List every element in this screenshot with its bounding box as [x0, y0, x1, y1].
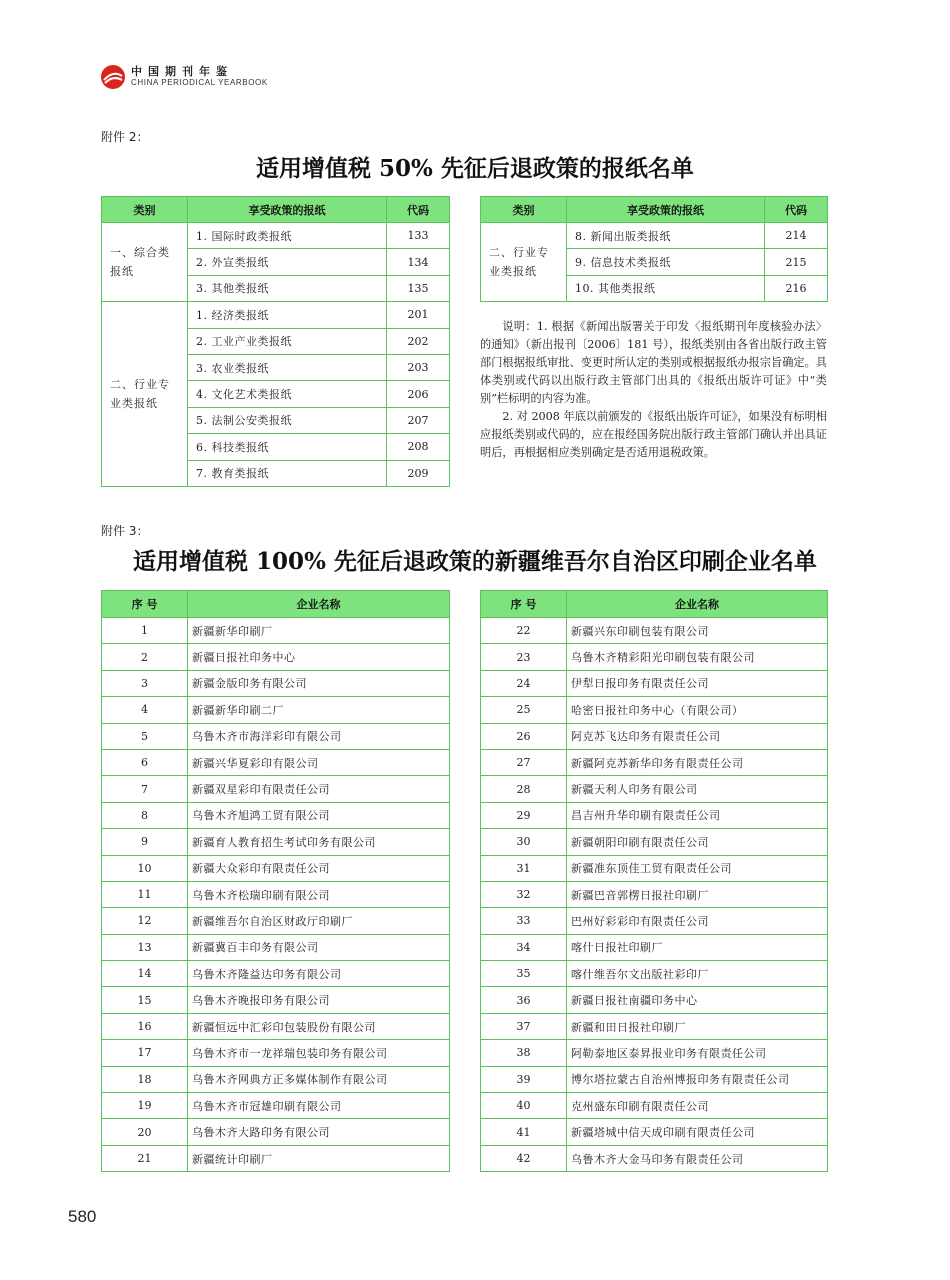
row-number-cell: 6	[102, 749, 188, 775]
row-number-cell: 4	[102, 697, 188, 723]
company-row	[481, 1145, 828, 1171]
company-row	[102, 908, 450, 934]
newspaper-name-cell: 1. 经济类报纸	[188, 302, 387, 328]
category-cell: 一、综合类报纸	[102, 223, 188, 302]
row-number-cell: 17	[102, 1040, 188, 1066]
company-row	[481, 644, 828, 670]
row-number-cell: 16	[102, 1013, 188, 1039]
company-name-cell: 乌鲁木齐大路印务有限公司	[188, 1119, 450, 1145]
company-name-cell: 新疆大众彩印有限责任公司	[188, 855, 450, 881]
code-cell: 134	[387, 249, 450, 275]
company-row	[102, 1013, 450, 1039]
row-number-cell: 39	[481, 1066, 567, 1092]
row-number-cell: 26	[481, 723, 567, 749]
newspaper-name-cell: 9. 信息技术类报纸	[567, 249, 765, 275]
attachment2-notes	[480, 318, 827, 462]
company-row	[481, 802, 828, 828]
row-number-cell: 11	[102, 881, 188, 907]
company-name-cell: 新疆统计印刷厂	[188, 1145, 450, 1171]
row-number-cell: 9	[102, 829, 188, 855]
company-name-cell: 新疆朝阳印刷有限责任公司	[567, 829, 828, 855]
row-number-cell: 22	[481, 618, 567, 644]
company-name-cell: 新疆和田日报社印刷厂	[567, 1013, 828, 1039]
newspaper-name-cell: 2. 工业产业类报纸	[188, 328, 387, 354]
company-row	[481, 1066, 828, 1092]
company-name-cell: 哈密日报社印务中心（有限公司）	[567, 697, 828, 723]
yearbook-logo-icon	[100, 64, 126, 90]
company-row	[102, 670, 450, 696]
row-number-cell: 21	[102, 1145, 188, 1171]
row-number-cell: 10	[102, 855, 188, 881]
company-name-cell: 新疆育人教育招生考试印务有限公司	[188, 829, 450, 855]
company-name-cell: 博尔塔拉蒙古自治州博报印务有限责任公司	[567, 1066, 828, 1092]
company-name-cell: 新疆阿克苏新华印务有限责任公司	[567, 749, 828, 775]
company-name-cell: 阿克苏飞达印务有限责任公司	[567, 723, 828, 749]
code-cell: 208	[387, 434, 450, 460]
page-number: 580	[68, 1207, 97, 1226]
code-cell: 203	[387, 354, 450, 380]
newspaper-name-cell: 3. 农业类报纸	[188, 354, 387, 380]
col-header-category: 类别	[102, 197, 188, 223]
code-cell: 209	[387, 460, 450, 486]
attachment3-left-table	[101, 590, 450, 1172]
category-cell: 二、行业专业类报纸	[481, 223, 567, 302]
company-row	[102, 961, 450, 987]
company-row	[102, 644, 450, 670]
row-number-cell: 31	[481, 855, 567, 881]
company-row	[481, 855, 828, 881]
attachment3-right-table	[480, 590, 828, 1172]
newspaper-name-cell: 8. 新闻出版类报纸	[567, 223, 765, 249]
company-name-cell: 新疆双星彩印有限责任公司	[188, 776, 450, 802]
attachment2-left-table	[101, 196, 450, 487]
company-row	[102, 855, 450, 881]
row-number-cell: 7	[102, 776, 188, 802]
row-number-cell: 24	[481, 670, 567, 696]
company-row	[481, 881, 828, 907]
code-cell: 206	[387, 381, 450, 407]
company-row	[481, 961, 828, 987]
company-row	[102, 749, 450, 775]
company-row	[102, 802, 450, 828]
category-cell: 二、行业专业类报纸	[102, 302, 188, 487]
company-name-cell: 伊犁日报印务有限责任公司	[567, 670, 828, 696]
attachment2-right-table	[480, 196, 828, 302]
code-cell: 215	[765, 249, 828, 275]
row-number-cell: 3	[102, 670, 188, 696]
company-name-cell: 克州盛东印刷有限责任公司	[567, 1093, 828, 1119]
company-row	[481, 934, 828, 960]
company-row	[481, 776, 828, 802]
company-name-cell: 新疆兴华夏彩印有限公司	[188, 749, 450, 775]
note-paragraph-1: 说明：1. 根据《新闻出版署关于印发〈报纸期刊年度核验办法〉的通知》（新出报刊〔2006〕181 号），报纸类别由各省出版行政主管部门根据报纸审批、变更时所认定的类别或根据报纸办报宗旨确定。具体类别或代码以出版行政主管部门出具的《报纸出版许可证》中“类别”栏标明的内容为准。	[480, 320, 827, 405]
attachment2-label: 附件 2：	[101, 130, 149, 144]
table-header-row	[481, 591, 828, 618]
table-header-row	[102, 591, 450, 618]
company-name-cell: 乌鲁木齐网典方正多媒体制作有限公司	[188, 1066, 450, 1092]
company-row	[102, 934, 450, 960]
company-row	[102, 881, 450, 907]
row-number-cell: 42	[481, 1145, 567, 1171]
company-name-cell: 乌鲁木齐市海洋彩印有限公司	[188, 723, 450, 749]
row-number-cell: 12	[102, 908, 188, 934]
company-row	[102, 987, 450, 1013]
col-header-code: 代码	[387, 197, 450, 223]
col-header-company: 企业名称	[188, 591, 450, 618]
company-name-cell: 新疆巴音郭楞日报社印刷厂	[567, 881, 828, 907]
row-number-cell: 2	[102, 644, 188, 670]
code-cell: 202	[387, 328, 450, 354]
note-paragraph-2: 2. 对 2008 年底以前颁发的《报纸出版许可证》，如果没有标明相应报纸类别或代码的，应在报经国务院出版行政主管部门确认并出具证明后，再根据相应类别确定是否适用退税政策。	[480, 410, 827, 459]
company-row	[481, 618, 828, 644]
col-header-number: 序 号	[102, 591, 188, 618]
col-header-newspaper: 享受政策的报纸	[567, 197, 765, 223]
company-name-cell: 阿勒泰地区泰昇报业印务有限责任公司	[567, 1040, 828, 1066]
row-number-cell: 34	[481, 934, 567, 960]
row-number-cell: 19	[102, 1093, 188, 1119]
col-header-newspaper: 享受政策的报纸	[188, 197, 387, 223]
row-number-cell: 29	[481, 802, 567, 828]
row-number-cell: 33	[481, 908, 567, 934]
newspaper-name-cell: 7. 教育类报纸	[188, 460, 387, 486]
company-row	[102, 618, 450, 644]
row-number-cell: 8	[102, 802, 188, 828]
table-row	[102, 223, 450, 249]
row-number-cell: 14	[102, 961, 188, 987]
row-number-cell: 32	[481, 881, 567, 907]
company-name-cell: 新疆新华印刷二厂	[188, 697, 450, 723]
attachment3-title: 适用增值税 100% 先征后退政策的新疆维吾尔自治区印刷企业名单	[133, 548, 817, 575]
table-row	[102, 302, 450, 328]
company-row	[481, 1093, 828, 1119]
newspaper-name-cell: 2. 外宣类报纸	[188, 249, 387, 275]
company-name-cell: 乌鲁木齐旭鸿工贸有限公司	[188, 802, 450, 828]
company-name-cell: 昌吉州升华印刷有限责任公司	[567, 802, 828, 828]
company-name-cell: 乌鲁木齐精彩阳光印刷包装有限公司	[567, 644, 828, 670]
company-name-cell: 乌鲁木齐隆益达印务有限公司	[188, 961, 450, 987]
logo-title-en: CHINA PERIODICAL YEARBOOK	[131, 78, 268, 87]
company-name-cell: 新疆天利人印务有限公司	[567, 776, 828, 802]
attachment3-label: 附件 3：	[101, 524, 149, 538]
company-row	[102, 776, 450, 802]
company-row	[102, 1119, 450, 1145]
company-row	[102, 1093, 450, 1119]
company-name-cell: 乌鲁木齐松瑞印刷有限公司	[188, 881, 450, 907]
row-number-cell: 41	[481, 1119, 567, 1145]
company-row	[481, 1119, 828, 1145]
newspaper-name-cell: 1. 国际时政类报纸	[188, 223, 387, 249]
logo-title-cn: 中国期刊年鉴	[131, 65, 233, 78]
row-number-cell: 38	[481, 1040, 567, 1066]
company-row	[481, 1013, 828, 1039]
company-row	[102, 829, 450, 855]
company-name-cell: 新疆塔城中信天成印刷有限责任公司	[567, 1119, 828, 1145]
row-number-cell: 15	[102, 987, 188, 1013]
company-name-cell: 新疆金版印务有限公司	[188, 670, 450, 696]
col-header-number: 序 号	[481, 591, 567, 618]
col-header-company: 企业名称	[567, 591, 828, 618]
code-cell: 214	[765, 223, 828, 249]
row-number-cell: 23	[481, 644, 567, 670]
code-cell: 133	[387, 223, 450, 249]
row-number-cell: 35	[481, 961, 567, 987]
table-header-row	[481, 197, 828, 223]
company-name-cell: 喀什维吾尔文出版社彩印厂	[567, 961, 828, 987]
code-cell: 201	[387, 302, 450, 328]
company-name-cell: 新疆日报社南疆印务中心	[567, 987, 828, 1013]
row-number-cell: 37	[481, 1013, 567, 1039]
company-name-cell: 新疆日报社印务中心	[188, 644, 450, 670]
company-row	[481, 723, 828, 749]
company-row	[481, 987, 828, 1013]
row-number-cell: 30	[481, 829, 567, 855]
row-number-cell: 28	[481, 776, 567, 802]
company-name-cell: 新疆新华印刷厂	[188, 618, 450, 644]
row-number-cell: 25	[481, 697, 567, 723]
company-name-cell: 巴州好彩彩印有限责任公司	[567, 908, 828, 934]
company-row	[481, 908, 828, 934]
newspaper-name-cell: 4. 文化艺术类报纸	[188, 381, 387, 407]
row-number-cell: 27	[481, 749, 567, 775]
row-number-cell: 1	[102, 618, 188, 644]
company-name-cell: 新疆维吾尔自治区财政厅印刷厂	[188, 908, 450, 934]
company-name-cell: 乌鲁木齐市冠雄印刷有限公司	[188, 1093, 450, 1119]
newspaper-name-cell: 6. 科技类报纸	[188, 434, 387, 460]
row-number-cell: 5	[102, 723, 188, 749]
company-row	[102, 1040, 450, 1066]
newspaper-name-cell: 5. 法制公安类报纸	[188, 407, 387, 433]
company-row	[102, 697, 450, 723]
table-header-row	[102, 197, 450, 223]
company-row	[481, 749, 828, 775]
attachment2-title: 适用增值税 50% 先征后退政策的报纸名单	[256, 155, 694, 182]
company-row	[481, 670, 828, 696]
row-number-cell: 40	[481, 1093, 567, 1119]
company-row	[102, 723, 450, 749]
row-number-cell: 36	[481, 987, 567, 1013]
row-number-cell: 13	[102, 934, 188, 960]
company-name-cell: 新疆兴东印刷包装有限公司	[567, 618, 828, 644]
company-row	[102, 1066, 450, 1092]
company-row	[102, 1145, 450, 1171]
company-name-cell: 新疆恒远中汇彩印包装股份有限公司	[188, 1013, 450, 1039]
company-name-cell: 乌鲁木齐市一龙祥瑞包装印务有限公司	[188, 1040, 450, 1066]
row-number-cell: 18	[102, 1066, 188, 1092]
newspaper-name-cell: 10. 其他类报纸	[567, 275, 765, 301]
company-name-cell: 新疆准东顶佳工贸有限责任公司	[567, 855, 828, 881]
newspaper-name-cell: 3. 其他类报纸	[188, 275, 387, 301]
company-name-cell: 乌鲁木齐大金马印务有限责任公司	[567, 1145, 828, 1171]
col-header-category: 类别	[481, 197, 567, 223]
company-row	[481, 697, 828, 723]
col-header-code: 代码	[765, 197, 828, 223]
code-cell: 135	[387, 275, 450, 301]
company-name-cell: 喀什日报社印刷厂	[567, 934, 828, 960]
company-name-cell: 新疆冀百丰印务有限公司	[188, 934, 450, 960]
table-row	[481, 223, 828, 249]
company-name-cell: 乌鲁木齐晚报印务有限公司	[188, 987, 450, 1013]
code-cell: 216	[765, 275, 828, 301]
row-number-cell: 20	[102, 1119, 188, 1145]
company-row	[481, 1040, 828, 1066]
company-row	[481, 829, 828, 855]
code-cell: 207	[387, 407, 450, 433]
